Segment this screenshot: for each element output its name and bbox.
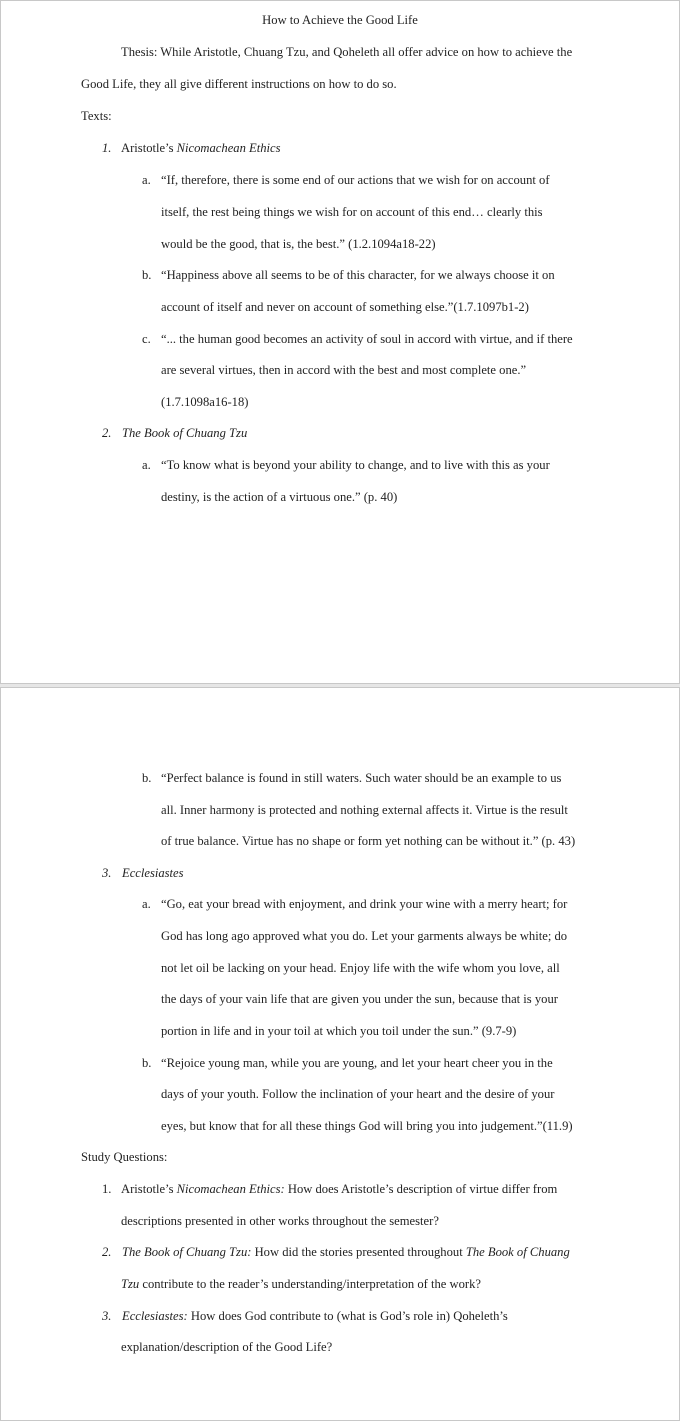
text-1-prefix: Aristotle’s — [121, 141, 177, 155]
study-q-1-title: Nicomachean Ethics: — [176, 1182, 285, 1196]
document-page-1 — [0, 0, 680, 684]
quote-3b-letter: b. — [142, 1056, 152, 1070]
quote-line: all. Inner harmony is protected and nothing external affects it. Virtue is the result — [161, 803, 568, 817]
quote-line: would be the good, that is, the best.” (1.2.1094a18-22) — [161, 237, 436, 251]
study-q-3-text: How does God contribute to (what is God’s role in) Qoheleth’s — [187, 1309, 508, 1323]
thesis-line-1: Thesis: While Aristotle, Chuang Tzu, and Qoheleth all offer advice on how to achieve the — [121, 45, 573, 59]
quote-line: “Happiness above all seems to be of this character, for we always choose it on — [161, 268, 555, 282]
quote-line: eyes, but know that for all these things God will bring you into judgement.”(11.9) — [161, 1119, 573, 1133]
quote-line: of true balance. Virtue has no shape or form yet nothing can be without it.” (p. 43) — [161, 834, 576, 848]
quote-line: “Go, eat your bread with enjoyment, and drink your wine with a merry heart; for — [161, 897, 568, 911]
quote-line: destiny, is the action of a virtuous one.” (p. 40) — [161, 490, 398, 504]
study-q-3-line-1 — [122, 1308, 508, 1324]
quote-line: “... the human good becomes an activity of soul in accord with virtue, and if there — [161, 332, 573, 346]
study-q-2-text: How did the stories presented throughout — [251, 1245, 466, 1259]
quote-line: “Rejoice young man, while you are young, and let your heart cheer you in the — [161, 1056, 553, 1070]
thesis-line-2: Good Life, they all give different instructions on how to do so. — [81, 77, 397, 91]
text-2-heading — [122, 425, 247, 441]
quote-line: “To know what is beyond your ability to change, and to live with this as your — [161, 458, 550, 472]
text-3-heading — [122, 865, 184, 881]
quote-1a-letter: a. — [142, 173, 151, 187]
quote-1b-letter: b. — [142, 268, 152, 282]
study-q-1-line-2: descriptions presented in other works throughout the semester? — [121, 1214, 439, 1228]
text-3-title: Ecclesiastes — [122, 866, 184, 880]
quote-line: the days of your vain life that are given you under the sun, because that is your — [161, 992, 558, 1006]
quote-2b-letter: b. — [142, 771, 152, 785]
quote-line: days of your youth. Follow the inclination of your heart and the desire of your — [161, 1087, 555, 1101]
quote-line: “If, therefore, there is some end of our actions that we wish for on account of — [161, 173, 550, 187]
quote-line: God has long ago approved what you do. Let your garments always be white; do — [161, 929, 568, 943]
quote-line: are several virtues, then in accord with the best and most complete one.” — [161, 363, 527, 377]
study-q-2-number: 2. — [102, 1245, 112, 1259]
study-q-3-line-2: explanation/description of the Good Life? — [121, 1340, 333, 1354]
text-3-number: 3. — [102, 866, 112, 880]
quote-line: itself, the rest being things we wish for on account of this end… clearly this — [161, 205, 543, 219]
study-q-2-text-cont: contribute to the reader’s understanding/interpretation of the work? — [139, 1277, 481, 1291]
quote-3a-letter: a. — [142, 897, 151, 911]
quote-1c-letter: c. — [142, 332, 151, 346]
study-q-1-line-1 — [121, 1181, 557, 1197]
document-page-2 — [0, 687, 680, 1421]
study-q-2-inline-title: The Book of Chuang — [465, 1245, 570, 1259]
quote-2a-letter: a. — [142, 458, 151, 472]
study-q-2-line-2 — [121, 1276, 481, 1292]
text-2-number: 2. — [102, 426, 112, 440]
study-questions-heading: Study Questions: — [81, 1150, 168, 1164]
study-q-2-title: The Book of Chuang Tzu: — [122, 1245, 252, 1259]
study-q-2-inline-title-cont: Tzu — [121, 1277, 140, 1291]
text-2-title: The Book of Chuang Tzu — [122, 426, 248, 440]
quote-line: “Perfect balance is found in still waters. Such water should be an example to us — [161, 771, 562, 785]
study-q-3-number: 3. — [102, 1309, 112, 1323]
study-q-2-line-1 — [122, 1244, 570, 1260]
document-title: How to Achieve the Good Life — [262, 13, 418, 27]
quote-line: account of itself and never on account of something else.”(1.7.1097b1-2) — [161, 300, 529, 314]
study-q-1-text: How does Aristotle’s description of virtue differ from — [284, 1182, 558, 1196]
text-1-number: 1. — [102, 141, 112, 155]
texts-heading: Texts: — [81, 109, 112, 123]
quote-line: (1.7.1098a16-18) — [161, 395, 249, 409]
study-q-1-number: 1. — [102, 1182, 112, 1196]
study-q-3-title: Ecclesiastes: — [122, 1309, 188, 1323]
text-1-title: Nicomachean Ethics — [176, 141, 281, 155]
quote-line: not let oil be lacking on your head. Enjoy life with the wife whom you love, all — [161, 961, 560, 975]
quote-line: portion in life and in your toil at which you toil under the sun.” (9.7-9) — [161, 1024, 517, 1038]
study-q-1-prefix: Aristotle’s — [121, 1182, 177, 1196]
text-1-heading — [121, 140, 281, 156]
